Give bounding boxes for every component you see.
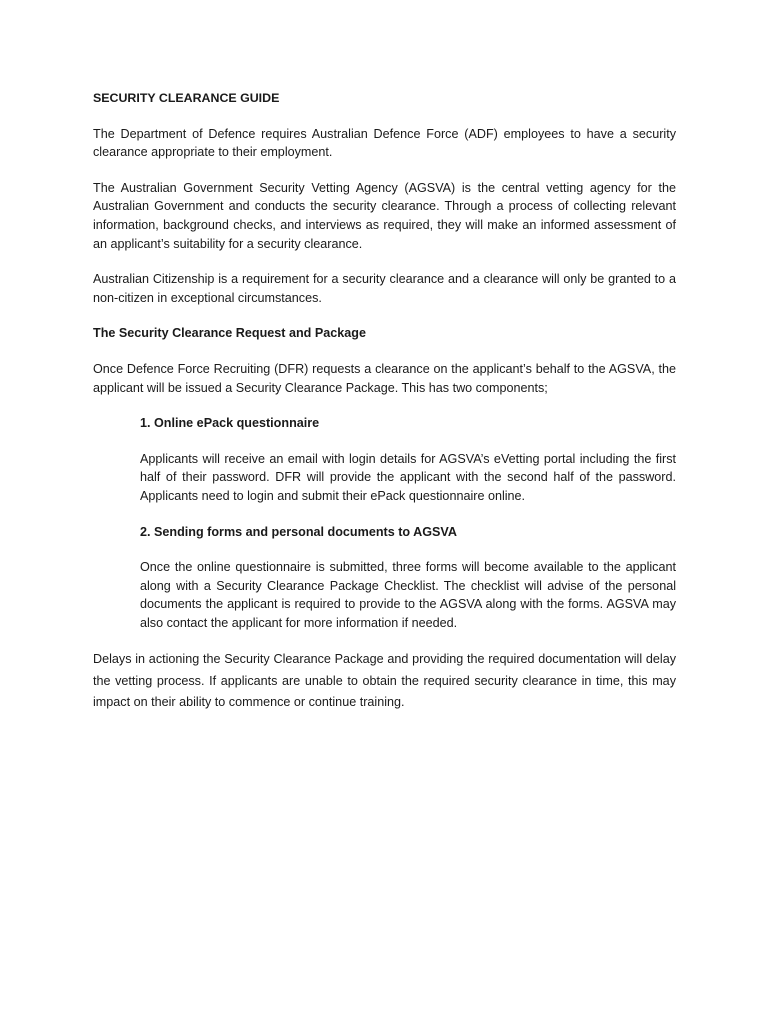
citizenship-paragraph: Australian Citizenship is a requirement for a security clearance and a clearance will only be granted to a non-citizen in exceptional circumstances.	[93, 272, 676, 305]
section-intro-paragraph: Once Defence Force Recruiting (DFR) requests a clearance on the applicant’s behalf to the AGSVA, the applicant will be issued a Security Clearance Package. This has two components;	[93, 361, 676, 395]
component-1-body: Applicants will receive an email with login details for AGSVA’s eVetting portal including the first half of their password. DFR will provide the applicant with the second half of the password. Applicants need to login and submit their ePack questionnaire online.	[140, 451, 676, 503]
document-body	[93, 89, 676, 731]
component-2-heading: 2. Sending forms and personal documents to AGSVA	[140, 524, 457, 539]
component-1-heading: 1. Online ePack questionnaire	[140, 416, 320, 431]
document-title: SECURITY CLEARANCE GUIDE	[93, 91, 280, 105]
agsva-paragraph: The Australian Government Security Vetting Agency (AGSVA) is the central vetting agency for the Australian Government and conducts the security clearance. Through a process of collecting relevant information, background checks, and interviews as required, they will make an informed assessment of an applicant’s suitability for a security clearance.	[93, 180, 676, 251]
intro-paragraph: The Department of Defence requires Australian Defence Force (ADF) employees to have a security clearance appropriate to their employment.	[93, 126, 676, 160]
section-heading: The Security Clearance Request and Package	[93, 326, 366, 341]
closing-paragraph: Delays in actioning the Security Clearance Package and providing the required documentation will delay the vetting process. If applicants are unable to obtain the required security clearance in time, this may impact on their ability to commence or continue training.	[93, 652, 676, 710]
component-2-body: Once the online questionnaire is submitted, three forms will become available to the applicant along with a Security Clearance Package Checklist. The checklist will advise of the personal documents the applicant is required to provide to the AGSVA along with the forms. AGSVA may also contact the applicant for more information if needed.	[140, 560, 676, 630]
